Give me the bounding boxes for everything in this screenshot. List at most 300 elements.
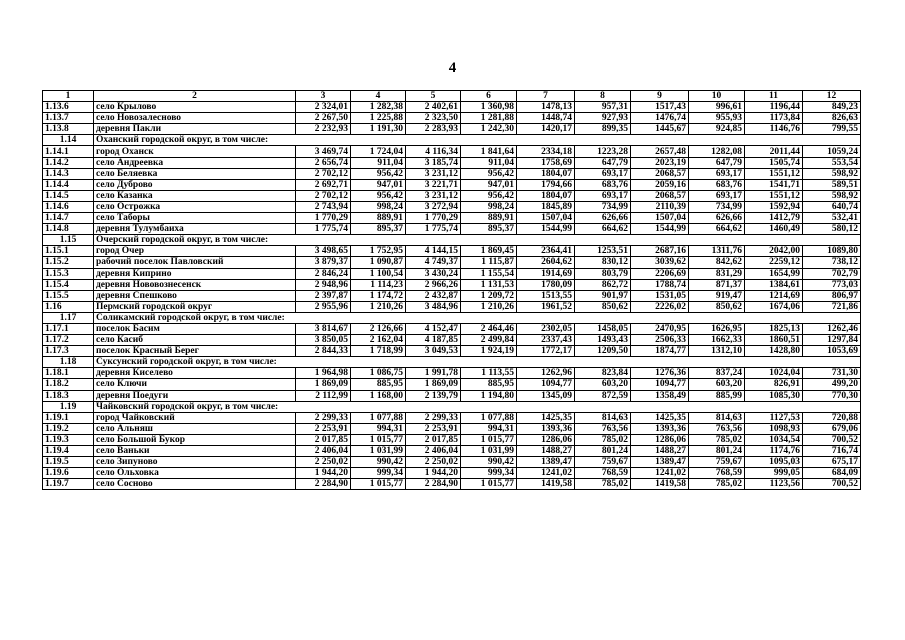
value-cell: 1 964,98 — [296, 368, 351, 379]
value-cell: 1 775,74 — [296, 224, 351, 235]
settlement-name: село Зипуново — [94, 457, 296, 468]
value-cell: 889,91 — [461, 213, 517, 224]
table-row — [43, 257, 861, 268]
value-cell: 1 191,30 — [351, 124, 406, 135]
settlement-name: село Ольховка — [94, 468, 296, 479]
value-cell: 1488,27 — [517, 446, 575, 457]
value-cell: 1 282,38 — [351, 102, 406, 113]
settlement-name: деревня Спешково — [94, 290, 296, 301]
value-cell: 801,24 — [575, 446, 631, 457]
value-cell: 716,74 — [803, 446, 861, 457]
value-cell: 738,12 — [803, 257, 861, 268]
value-cell: 1507,04 — [631, 213, 689, 224]
value-cell: 1 100,54 — [351, 268, 406, 279]
value-cell: 1 131,53 — [461, 279, 517, 290]
page-number: 4 — [448, 60, 457, 76]
value-cell: 3 484,96 — [406, 301, 461, 312]
settlement-name: рабочий поселок Павловский — [94, 257, 296, 268]
value-cell: 1312,10 — [689, 346, 745, 357]
value-cell: 679,06 — [803, 423, 861, 434]
value-cell: 1174,76 — [745, 446, 803, 457]
value-cell: 899,35 — [575, 124, 631, 135]
value-cell: 693,17 — [575, 168, 631, 179]
value-cell: 2 284,90 — [296, 479, 351, 490]
value-cell: 1788,74 — [631, 279, 689, 290]
value-cell: 2068,57 — [631, 168, 689, 179]
row-code: 1.13.6 — [43, 102, 94, 113]
value-cell: 1541,71 — [745, 179, 803, 190]
value-cell: 693,17 — [689, 190, 745, 201]
table-row — [43, 113, 861, 124]
value-cell: 814,63 — [575, 412, 631, 423]
value-cell: 831,29 — [689, 268, 745, 279]
value-cell: 1209,50 — [575, 346, 631, 357]
table-row — [43, 246, 861, 257]
column-header: 4 — [351, 91, 406, 102]
value-cell: 1780,09 — [517, 279, 575, 290]
value-cell: 2 324,01 — [296, 102, 351, 113]
value-cell: 759,67 — [689, 457, 745, 468]
settlement-name: село Крылово — [94, 102, 296, 113]
value-cell: 1095,03 — [745, 457, 803, 468]
value-cell: 640,74 — [803, 201, 861, 212]
header-row — [43, 91, 861, 102]
value-cell: 2687,16 — [631, 246, 689, 257]
settlement-name: село Большой Букор — [94, 434, 296, 445]
settlement-name: село Таборы — [94, 213, 296, 224]
group-name: Соликамский городской округ, в том числе: — [94, 312, 861, 323]
value-cell: 626,66 — [575, 213, 631, 224]
value-cell: 1448,74 — [517, 113, 575, 124]
value-cell: 684,09 — [803, 468, 861, 479]
value-cell: 2 112,99 — [296, 390, 351, 401]
row-code: 1.17.2 — [43, 335, 94, 346]
value-cell: 2657,48 — [631, 146, 689, 157]
value-cell: 1507,04 — [517, 213, 575, 224]
value-cell: 1 090,87 — [351, 257, 406, 268]
value-cell: 990,42 — [461, 457, 517, 468]
row-code: 1.15 — [43, 235, 94, 246]
value-cell: 1 775,74 — [406, 224, 461, 235]
value-cell: 2 846,24 — [296, 268, 351, 279]
value-cell: 885,95 — [461, 379, 517, 390]
table-row — [43, 434, 861, 445]
row-code: 1.17 — [43, 312, 94, 323]
value-cell: 837,24 — [689, 368, 745, 379]
value-cell: 734,99 — [575, 201, 631, 212]
value-cell: 1505,74 — [745, 157, 803, 168]
value-cell: 1059,24 — [803, 146, 861, 157]
settlement-name: деревня Нововознесенск — [94, 279, 296, 290]
value-cell: 1 841,64 — [461, 146, 517, 157]
value-cell: 1 869,45 — [461, 246, 517, 257]
value-cell: 2 283,93 — [406, 124, 461, 135]
value-cell: 3 185,74 — [406, 157, 461, 168]
table-row — [43, 379, 861, 390]
value-cell: 2 397,87 — [296, 290, 351, 301]
value-cell: 1 770,29 — [296, 213, 351, 224]
value-cell: 1 015,77 — [351, 434, 406, 445]
group-row — [43, 401, 861, 412]
value-cell: 598,92 — [803, 168, 861, 179]
value-cell: 998,24 — [461, 201, 517, 212]
value-cell: 2226,02 — [631, 301, 689, 312]
value-cell: 647,79 — [575, 157, 631, 168]
value-cell: 2059,16 — [631, 179, 689, 190]
value-cell: 3 814,67 — [296, 323, 351, 334]
value-cell: 1804,07 — [517, 190, 575, 201]
table-row — [43, 412, 861, 423]
value-cell: 1493,43 — [575, 335, 631, 346]
value-cell: 683,76 — [689, 179, 745, 190]
table-row — [43, 157, 861, 168]
value-cell: 2110,39 — [631, 201, 689, 212]
value-cell: 1428,80 — [745, 346, 803, 357]
value-cell: 3 231,12 — [406, 168, 461, 179]
column-header: 5 — [406, 91, 461, 102]
settlement-name: деревня Тулумбаиха — [94, 224, 296, 235]
value-cell: 1 360,98 — [461, 102, 517, 113]
table-row — [43, 224, 861, 235]
value-cell: 1551,12 — [745, 190, 803, 201]
value-cell: 2 253,91 — [406, 423, 461, 434]
value-cell: 693,17 — [689, 168, 745, 179]
value-cell: 1914,69 — [517, 268, 575, 279]
value-cell: 734,99 — [689, 201, 745, 212]
value-cell: 4 144,15 — [406, 246, 461, 257]
value-cell: 2 743,94 — [296, 201, 351, 212]
settlement-name: деревня Поедуги — [94, 390, 296, 401]
column-header: 10 — [689, 91, 745, 102]
value-cell: 763,56 — [689, 423, 745, 434]
value-cell: 955,93 — [689, 113, 745, 124]
value-cell: 603,20 — [689, 379, 745, 390]
value-cell: 947,01 — [461, 179, 517, 190]
settlement-name: село Ключи — [94, 379, 296, 390]
value-cell: 1425,35 — [631, 412, 689, 423]
settlement-name: село Альняш — [94, 423, 296, 434]
value-cell: 499,20 — [803, 379, 861, 390]
value-cell: 2259,12 — [745, 257, 803, 268]
row-code: 1.18.3 — [43, 390, 94, 401]
table-row — [43, 457, 861, 468]
value-cell: 2023,19 — [631, 157, 689, 168]
value-cell: 1089,80 — [803, 246, 861, 257]
value-cell: 3039,62 — [631, 257, 689, 268]
value-cell: 1825,13 — [745, 323, 803, 334]
group-row — [43, 357, 861, 368]
row-code: 1.19.2 — [43, 423, 94, 434]
row-code: 1.19.5 — [43, 457, 94, 468]
row-code: 1.15.1 — [43, 246, 94, 257]
row-code: 1.19 — [43, 401, 94, 412]
value-cell: 1488,27 — [631, 446, 689, 457]
column-header: 8 — [575, 91, 631, 102]
value-cell: 2334,18 — [517, 146, 575, 157]
column-header: 2 — [94, 91, 296, 102]
settlement-name: село Ваньки — [94, 446, 296, 457]
group-row — [43, 312, 861, 323]
value-cell: 2 126,66 — [351, 323, 406, 334]
value-cell: 3 469,74 — [296, 146, 351, 157]
value-cell: 871,37 — [689, 279, 745, 290]
value-cell: 1 225,88 — [351, 113, 406, 124]
value-cell: 3 879,37 — [296, 257, 351, 268]
value-cell: 2 432,87 — [406, 290, 461, 301]
value-cell: 1389,47 — [517, 457, 575, 468]
value-cell: 1531,05 — [631, 290, 689, 301]
value-cell: 1626,95 — [689, 323, 745, 334]
value-cell: 647,79 — [689, 157, 745, 168]
value-cell: 996,61 — [689, 102, 745, 113]
value-cell: 2 267,50 — [296, 113, 351, 124]
value-cell: 1 015,77 — [461, 434, 517, 445]
value-cell: 927,93 — [575, 113, 631, 124]
value-cell: 1445,67 — [631, 124, 689, 135]
value-cell: 2 250,02 — [406, 457, 461, 468]
value-cell: 1 086,75 — [351, 368, 406, 379]
value-cell: 1544,99 — [631, 224, 689, 235]
value-cell: 850,62 — [575, 301, 631, 312]
value-cell: 1393,36 — [517, 423, 575, 434]
value-cell: 1419,58 — [631, 479, 689, 490]
value-cell: 1460,49 — [745, 224, 803, 235]
value-cell: 785,02 — [689, 479, 745, 490]
row-code: 1.19.3 — [43, 434, 94, 445]
value-cell: 2 017,85 — [296, 434, 351, 445]
value-cell: 2 017,85 — [406, 434, 461, 445]
table-row — [43, 368, 861, 379]
value-cell: 3 430,24 — [406, 268, 461, 279]
value-cell: 763,56 — [575, 423, 631, 434]
value-cell: 3 272,94 — [406, 201, 461, 212]
table-row — [43, 346, 861, 357]
value-cell: 2 966,26 — [406, 279, 461, 290]
value-cell: 4 187,85 — [406, 335, 461, 346]
value-cell: 2 656,74 — [296, 157, 351, 168]
value-cell: 1262,46 — [803, 323, 861, 334]
value-cell: 3 498,65 — [296, 246, 351, 257]
value-cell: 773,03 — [803, 279, 861, 290]
value-cell: 2 284,90 — [406, 479, 461, 490]
row-code: 1.17.1 — [43, 323, 94, 334]
value-cell: 4 152,47 — [406, 323, 461, 334]
value-cell: 2 250,02 — [296, 457, 351, 468]
value-cell: 895,37 — [351, 224, 406, 235]
value-cell: 1282,08 — [689, 146, 745, 157]
settlement-name: село Казанка — [94, 190, 296, 201]
value-cell: 1412,79 — [745, 213, 803, 224]
value-cell: 842,62 — [689, 257, 745, 268]
value-cell: 1 113,55 — [461, 368, 517, 379]
value-cell: 806,97 — [803, 290, 861, 301]
value-cell: 4 116,34 — [406, 146, 461, 157]
value-cell: 956,42 — [351, 190, 406, 201]
value-cell: 2 406,04 — [406, 446, 461, 457]
table-row — [43, 168, 861, 179]
value-cell: 1094,77 — [631, 379, 689, 390]
group-name: Очерский городской округ, в том числе: — [94, 235, 861, 246]
value-cell: 1674,06 — [745, 301, 803, 312]
row-code: 1.19.6 — [43, 468, 94, 479]
value-cell: 823,84 — [575, 368, 631, 379]
value-cell: 2 844,33 — [296, 346, 351, 357]
value-cell: 785,02 — [575, 479, 631, 490]
table-row — [43, 279, 861, 290]
settlement-name: село Дуброво — [94, 179, 296, 190]
settlement-name: город Очер — [94, 246, 296, 257]
column-header: 11 — [745, 91, 803, 102]
value-cell: 598,92 — [803, 190, 861, 201]
row-code: 1.14 — [43, 135, 94, 146]
table-row — [43, 190, 861, 201]
value-cell: 1286,06 — [517, 434, 575, 445]
value-cell: 872,59 — [575, 390, 631, 401]
row-code: 1.19.4 — [43, 446, 94, 457]
settlement-name: село Беляевка — [94, 168, 296, 179]
value-cell: 2068,57 — [631, 190, 689, 201]
value-cell: 911,04 — [351, 157, 406, 168]
value-cell: 1 114,23 — [351, 279, 406, 290]
value-cell: 1384,61 — [745, 279, 803, 290]
table-row — [43, 179, 861, 190]
value-cell: 956,42 — [351, 168, 406, 179]
value-cell: 1123,56 — [745, 479, 803, 490]
value-cell: 2 499,84 — [461, 335, 517, 346]
value-cell: 785,02 — [575, 434, 631, 445]
row-code: 1.14.6 — [43, 201, 94, 212]
value-cell: 999,34 — [461, 468, 517, 479]
value-cell: 626,66 — [689, 213, 745, 224]
value-cell: 1476,74 — [631, 113, 689, 124]
value-cell: 2 406,04 — [296, 446, 351, 457]
value-cell: 957,31 — [575, 102, 631, 113]
value-cell: 693,17 — [575, 190, 631, 201]
value-cell: 1053,69 — [803, 346, 861, 357]
value-cell: 1772,17 — [517, 346, 575, 357]
value-cell: 1478,13 — [517, 102, 575, 113]
table-row — [43, 268, 861, 279]
value-cell: 1 752,95 — [351, 246, 406, 257]
value-cell: 1517,43 — [631, 102, 689, 113]
value-cell: 3 850,05 — [296, 335, 351, 346]
value-cell: 664,62 — [575, 224, 631, 235]
settlement-name: Пермский городской округ — [94, 301, 296, 312]
value-cell: 3 231,12 — [406, 190, 461, 201]
value-cell: 1 194,80 — [461, 390, 517, 401]
table-row — [43, 446, 861, 457]
row-code: 1.14.7 — [43, 213, 94, 224]
value-cell: 849,23 — [803, 102, 861, 113]
value-cell: 720,88 — [803, 412, 861, 423]
value-cell: 1 077,88 — [351, 412, 406, 423]
value-cell: 3 049,53 — [406, 346, 461, 357]
settlement-name: деревня Киприно — [94, 268, 296, 279]
value-cell: 1 115,87 — [461, 257, 517, 268]
row-code: 1.14.5 — [43, 190, 94, 201]
value-cell: 2506,33 — [631, 335, 689, 346]
value-cell: 990,42 — [351, 457, 406, 468]
value-cell: 901,97 — [575, 290, 631, 301]
value-cell: 1146,76 — [745, 124, 803, 135]
value-cell: 994,31 — [351, 423, 406, 434]
column-header: 7 — [517, 91, 575, 102]
value-cell: 1662,33 — [689, 335, 745, 346]
settlement-name: село Сосново — [94, 479, 296, 490]
value-cell: 3 221,71 — [406, 179, 461, 190]
tariff-table — [42, 90, 861, 490]
value-cell: 2 232,93 — [296, 124, 351, 135]
row-code: 1.14.3 — [43, 168, 94, 179]
value-cell: 814,63 — [689, 412, 745, 423]
value-cell: 1 281,88 — [461, 113, 517, 124]
settlement-name: поселок Басим — [94, 323, 296, 334]
value-cell: 826,63 — [803, 113, 861, 124]
value-cell: 2 402,61 — [406, 102, 461, 113]
row-code: 1.18.1 — [43, 368, 94, 379]
value-cell: 998,24 — [351, 201, 406, 212]
row-code: 1.15.4 — [43, 279, 94, 290]
settlement-name: деревня Киселево — [94, 368, 296, 379]
value-cell: 1874,77 — [631, 346, 689, 357]
value-cell: 1845,89 — [517, 201, 575, 212]
settlement-name: село Касиб — [94, 335, 296, 346]
group-name: Чайковский городской округ, в том числе: — [94, 401, 861, 412]
value-cell: 683,76 — [575, 179, 631, 190]
value-cell: 799,55 — [803, 124, 861, 135]
value-cell: 1758,69 — [517, 157, 575, 168]
table-row — [43, 102, 861, 113]
row-code: 1.13.7 — [43, 113, 94, 124]
value-cell: 1654,99 — [745, 268, 803, 279]
value-cell: 768,59 — [575, 468, 631, 479]
value-cell: 1458,05 — [575, 323, 631, 334]
value-cell: 1 869,09 — [406, 379, 461, 390]
row-code: 1.14.4 — [43, 179, 94, 190]
value-cell: 532,41 — [803, 213, 861, 224]
value-cell: 1241,02 — [517, 468, 575, 479]
value-cell: 999,34 — [351, 468, 406, 479]
value-cell: 702,79 — [803, 268, 861, 279]
table-row — [43, 335, 861, 346]
value-cell: 1 210,26 — [461, 301, 517, 312]
value-cell: 850,62 — [689, 301, 745, 312]
value-cell: 956,42 — [461, 190, 517, 201]
group-row — [43, 135, 861, 146]
column-header: 3 — [296, 91, 351, 102]
value-cell: 1860,51 — [745, 335, 803, 346]
value-cell: 885,99 — [689, 390, 745, 401]
settlement-name: село Андреевка — [94, 157, 296, 168]
value-cell: 770,30 — [803, 390, 861, 401]
row-code: 1.15.3 — [43, 268, 94, 279]
row-code: 1.14.8 — [43, 224, 94, 235]
value-cell: 1196,44 — [745, 102, 803, 113]
value-cell: 924,85 — [689, 124, 745, 135]
table-row — [43, 423, 861, 434]
group-name: Оханский городской округ, в том числе: — [94, 135, 861, 146]
value-cell: 2470,95 — [631, 323, 689, 334]
value-cell: 999,05 — [745, 468, 803, 479]
table-row — [43, 201, 861, 212]
value-cell: 589,51 — [803, 179, 861, 190]
row-code: 1.18 — [43, 357, 94, 368]
value-cell: 803,79 — [575, 268, 631, 279]
value-cell: 700,52 — [803, 479, 861, 490]
settlement-name: город Оханск — [94, 146, 296, 157]
group-name: Суксунский городской округ, в том числе: — [94, 357, 861, 368]
row-code: 1.14.1 — [43, 146, 94, 157]
